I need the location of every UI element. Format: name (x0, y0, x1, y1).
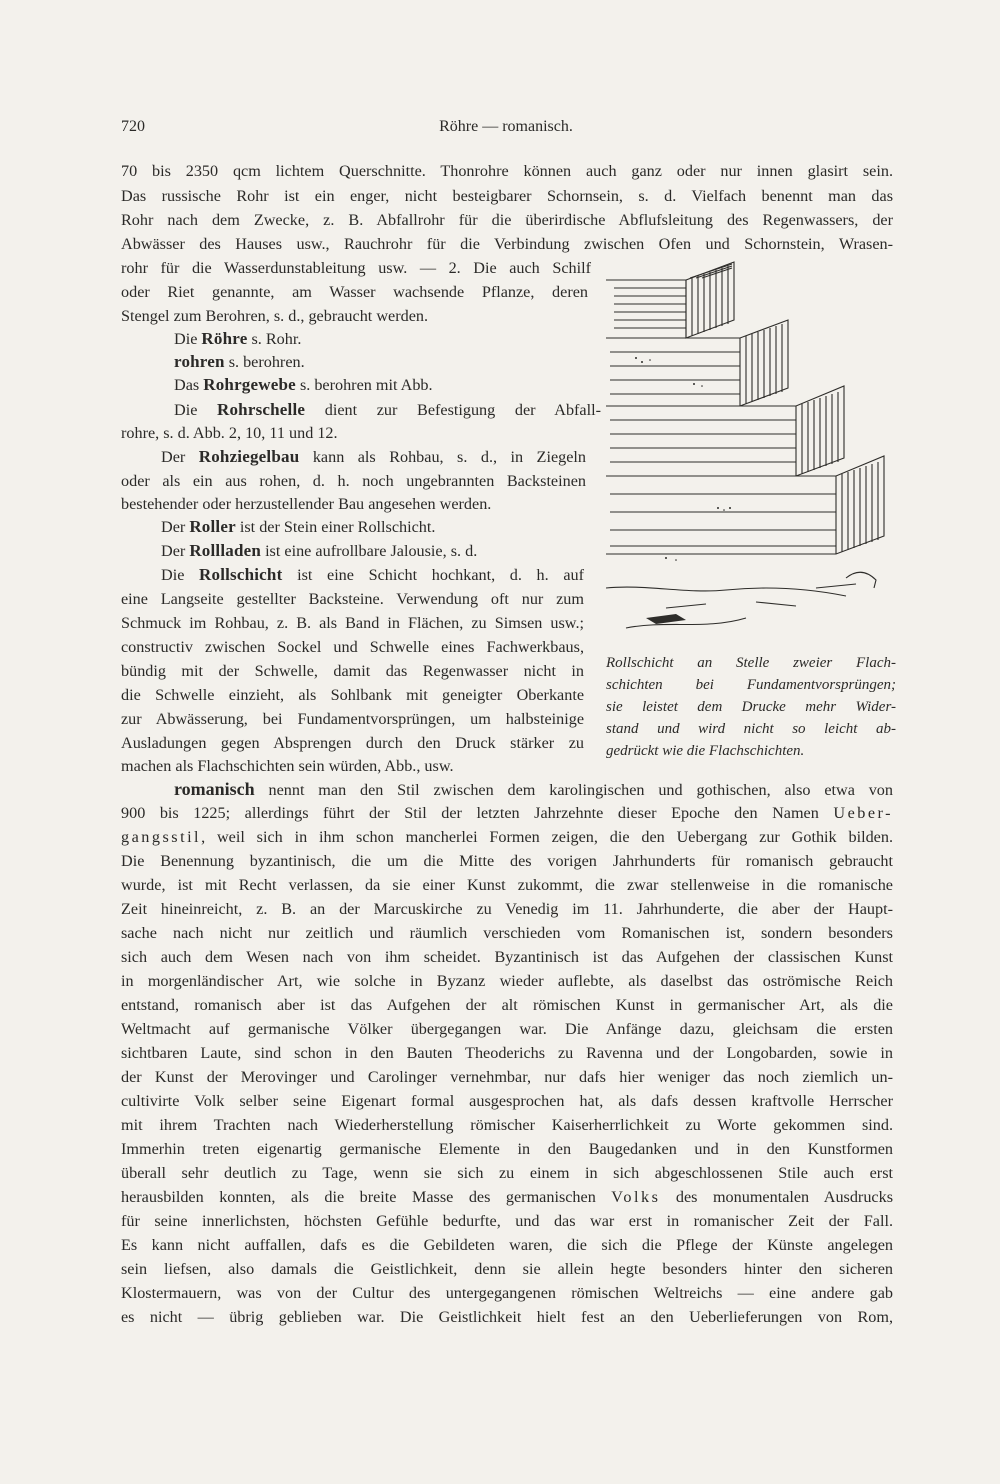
text-line: Das russische Rohr ist ein enger, nicht besteigbarer Schornsein, s. d. Vielfach benennt man das (121, 187, 893, 205)
text-line: Immerhin treten eigenartig germanische Elemente in den Baugedanken und in den Kunstformen (121, 1140, 893, 1158)
entry-keyword: rohren (174, 352, 225, 371)
text-line (121, 802, 893, 824)
entry-rohziegelbau (121, 446, 586, 468)
entry-text: kann als Rohbau, s. d., in Ziegeln (299, 448, 587, 466)
text-line: cultivirte Volk selber seine Eigenart formal ausgesprochen hat, als dafs dessen kraftvolle Herrscher (121, 1092, 893, 1110)
entry-lead: Das (174, 376, 204, 394)
entry-rollladen (121, 540, 601, 562)
entry-keyword: Rollschicht (199, 565, 283, 584)
text-line: Stengel zum Berohren, s. d., gebraucht werden. (121, 307, 429, 325)
text-line: Schmuck im Rohbau, z. B. als Band in Flächen, zu Simsen usw.; (121, 614, 584, 632)
text-line: Rohr nach dem Zwecke, z. B. Abfallrohr für die überirdische Abflufsleitung des Regenwassers, der (121, 211, 893, 229)
page-header (121, 118, 891, 140)
text-segment: , weil sich in ihm schon mancherlei Formen zeigen, die den Uebergang zur Gothik bilden. (201, 828, 893, 846)
entry-keyword: Rohziegelbau (198, 447, 300, 466)
entry-romanisch (121, 778, 893, 800)
entry-text: dient zur Befestigung der Abfall- (305, 401, 601, 419)
entry-text: s. Rohr. (247, 330, 302, 348)
figure-caption-line: schichten bei Fundamentvorsprüngen; (606, 677, 896, 693)
text-line: zur Abwässerung, bei Fundamentvorsprüngen, um halbsteinige (121, 710, 584, 728)
entry-text: s. berohren. (224, 353, 305, 371)
text-line: sichtbaren Laute, sind schon in den Bauten Theoderichs zu Ravenna und der Longobarden, sowie in (121, 1044, 893, 1062)
entry-lead: Der (161, 542, 190, 560)
text-line: entstand, romanisch aber ist das Aufgehen der alt römischen Kunst in germanischer Art, als die (121, 996, 893, 1014)
text-line: bündig mit der Schwelle, damit das Regenwasser nicht in (121, 662, 584, 680)
text-line: Abwässer des Hauses usw., Rauchrohr für die Verbindung zwischen Ofen und Schornstein, Wrasen- (121, 235, 893, 253)
text-line: für seine innerlichsten, höchsten Gefühle bedurfte, und das war erst in romanischer Zeit der Fall. (121, 1212, 893, 1230)
text-line (121, 1186, 893, 1208)
entry-lead: Die (174, 401, 217, 419)
text-segment: 900 bis 1225; allerdings führt der Stil der letzten Jahrzehnte dieser Epoche den Namen (121, 804, 834, 822)
text-line: constructiv zwischen Sockel und Schwelle eines Fachwerkbaus, (121, 638, 584, 656)
entry-text: ist eine aufrollbare Jalousie, s. d. (261, 542, 478, 560)
entry-text: ist der Stein einer Rollschicht. (235, 518, 436, 536)
text-line: Die Benennung byzantinisch, die um die Mitte des vorigen Jahrhunderts für romanisch gebraucht (121, 852, 893, 870)
text-line: Ausladungen gegen Absprengen durch den Druck stärker zu (121, 734, 584, 752)
text-line: sich auch dem Wesen nach von ihm scheidet. Byzantinisch ist das Aufgehen der classischen Kunst (121, 948, 893, 966)
text-line: rohre, s. d. Abb. 2, 10, 11 und 12. (121, 424, 338, 442)
entry-roller (121, 516, 601, 538)
text-segment: des monumentalen Ausdrucks (660, 1188, 893, 1206)
entry-keyword: Rollladen (189, 541, 262, 560)
entry-rohrgewebe (121, 374, 601, 396)
entry-lead: Der (161, 448, 199, 466)
spaced-term: gangsstil (121, 828, 202, 846)
entry-keyword: Rohrschelle (217, 400, 306, 419)
entry-lead: Die (174, 330, 202, 348)
entry-text: nennt man den Stil zwischen dem karolingischen und gothischen, also etwa von (254, 781, 893, 799)
spaced-term: Ueber- (833, 804, 893, 822)
text-line: Klostermauern, was von der Cultur des untergegangenen römischen Weltreichs — eine andere gab (121, 1284, 893, 1302)
running-head: Röhre — romanisch. (439, 118, 573, 135)
text-line: rohr für die Wasserdunstableitung usw. — 2. Die auch Schilf (121, 259, 591, 277)
text-line: bestehender oder herzustellender Bau angesehen werden. (121, 495, 492, 513)
entry-roehre (121, 328, 601, 350)
entry-rohrschelle (121, 399, 601, 421)
text-line: der Kunst der Merovinger und Carolinger vernehmbar, nur dafs hier weniger das noch ziemlich un- (121, 1068, 893, 1086)
entry-lead: Der (161, 518, 190, 536)
text-line: Weltmacht auf germanische Völker übergegangen war. Die Anfänge dazu, gleichsam die ersten (121, 1020, 893, 1038)
text-line: eine Langseite gestellter Backsteine. Verwendung oft nur zum (121, 590, 584, 608)
text-line: sache nach nicht nur zeitlich und räumlich verschieden vom Romanischen ist, sondern besonders (121, 924, 893, 942)
entry-lead: Die (161, 566, 200, 584)
text-line: oder als ein aus rohen, d. h. noch ungebrannten Backsteinen (121, 472, 586, 490)
figure-caption-line: sie leistet dem Drucke mehr Wider- (606, 699, 896, 715)
rollschicht-brickwork-illustration-icon (606, 258, 896, 648)
page-number: 720 (121, 118, 145, 135)
entry-text: ist eine Schicht hochkant, d. h. auf (282, 566, 584, 584)
text-line (121, 826, 893, 848)
text-line: oder Riet genannte, am Wasser wachsende Pflanze, deren (121, 283, 588, 301)
figure-caption-line: gedrückt wie die Flachschichten. (606, 743, 805, 759)
text-line: überall sehr deutlich zu Tage, wenn sie sich zu einem in sich abgeschlossenen Stile auch erst (121, 1164, 893, 1182)
entry-rollschicht (121, 564, 584, 586)
text-line: mit ihrem Trachten nach Wiederherstellung römischer Kaiserherrlichkeit zu Worte gekommen sind. (121, 1116, 893, 1134)
entry-rohren (121, 351, 601, 373)
entry-text: s. berohren mit Abb. (295, 376, 433, 394)
text-line: machen als Flachschichten sein würden, Abb., usw. (121, 757, 454, 775)
text-line: die Schwelle einzieht, als Sohlbank mit geneigter Oberkante (121, 686, 584, 704)
text-line: Es kann nicht auffallen, dafs es die Gebildeten waren, die sich die Pflege der Künste angelegen (121, 1236, 893, 1254)
spaced-term: Volks (611, 1188, 661, 1206)
text-line: es nicht — übrig geblieben war. Die Geistlichkeit hielt fest an den Ueberlieferungen von Rom, (121, 1308, 893, 1326)
text-line: 70 bis 2350 qcm lichtem Querschnitte. Thonrohre können auch ganz oder nur innen glasirt sein. (121, 162, 893, 180)
entry-keyword: romanisch (174, 779, 255, 799)
entry-keyword: Roller (189, 517, 236, 536)
text-line: sein liefsen, also damals die Geistlichkeit, denn sie allein hegte besonders hinter den sicheren (121, 1260, 893, 1278)
text-line: wurde, ist mit Recht verlassen, da sie einer Kunst zukommt, die zwar stellenweise in die romanische (121, 876, 893, 894)
text-line: in morgenländischer Art, wie solche in Byzanz wieder auflebte, als daselbst das oströmische Reich (121, 972, 893, 990)
text-line: Zeit hineinreicht, z. B. an der Marcuskirche zu Venedig im 11. Jahrhunderte, die aber der Haupt- (121, 900, 893, 918)
text-segment: herausbilden konnten, als die breite Masse des germanischen (121, 1188, 612, 1206)
entry-keyword: Röhre (201, 329, 248, 348)
entry-keyword: Rohrgewebe (203, 375, 296, 394)
figure-caption-line: stand und wird nicht so leicht ab- (606, 721, 896, 737)
figure-caption-line: Rollschicht an Stelle zweier Flach- (606, 655, 896, 671)
